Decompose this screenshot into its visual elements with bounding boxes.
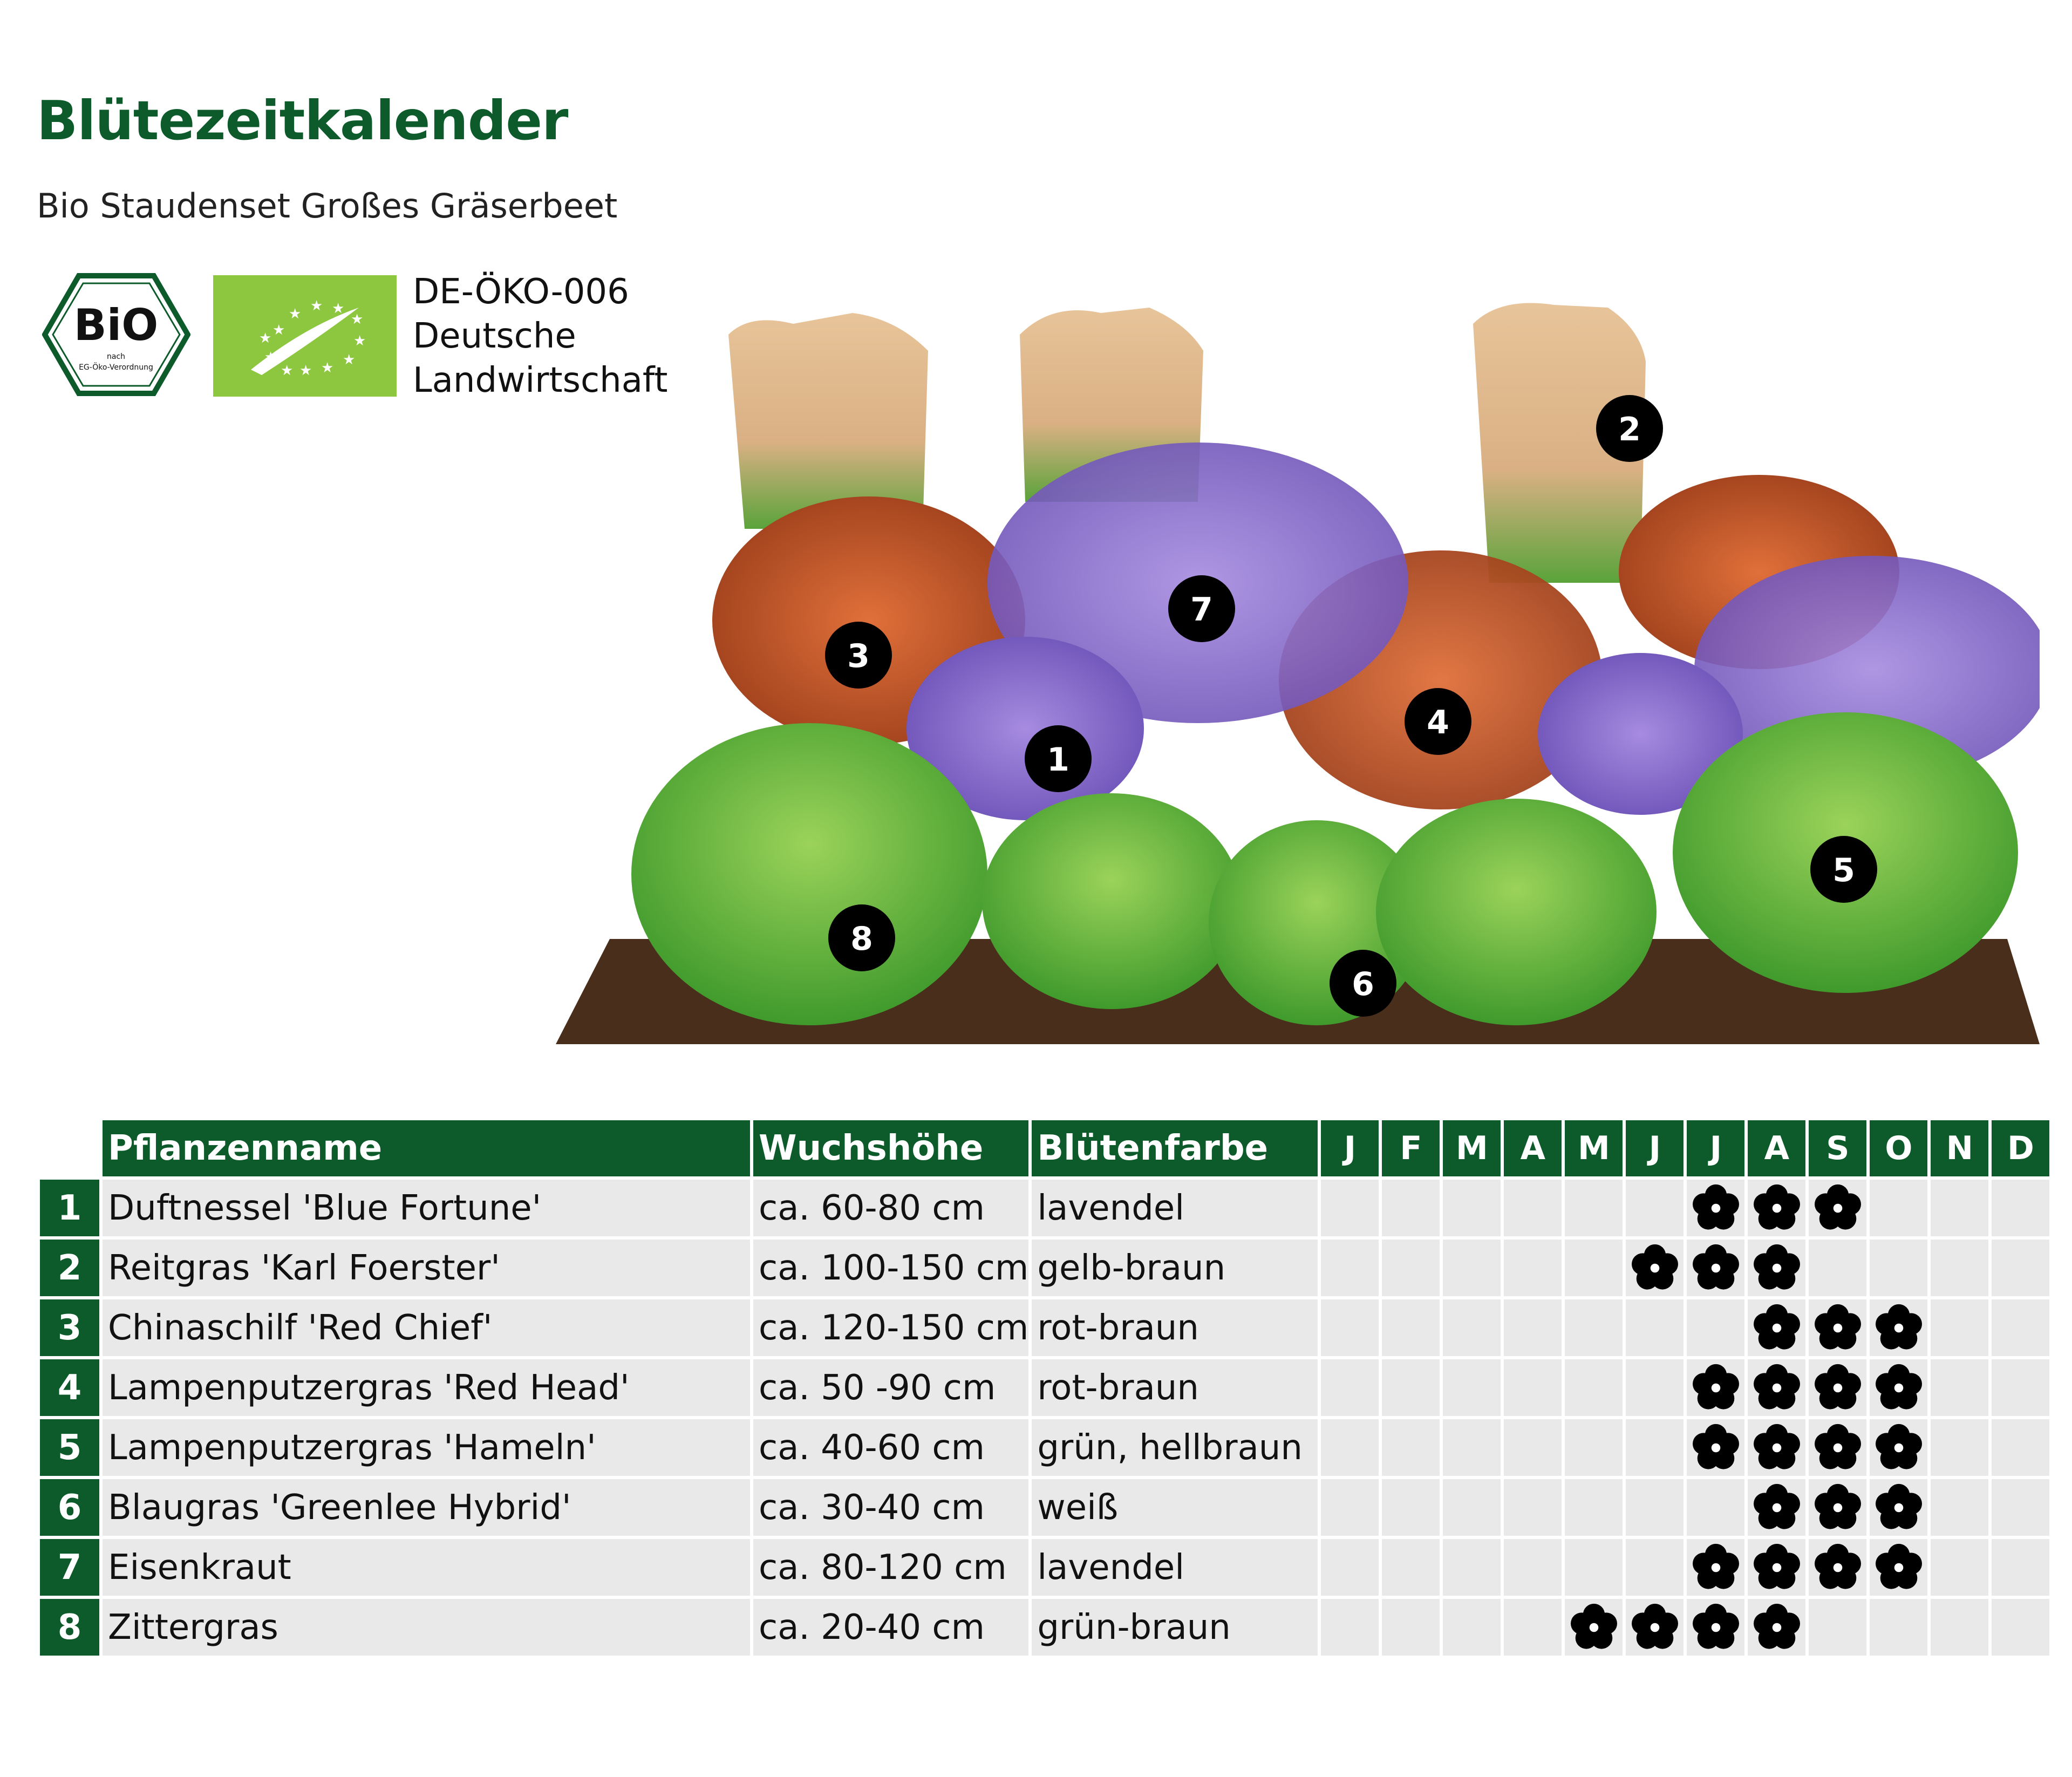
table-header-row — [40, 1120, 2049, 1176]
marker-3 — [825, 622, 892, 689]
plant-name: Reitgras 'Karl Foerster' — [103, 1240, 750, 1296]
marker-7 — [1168, 575, 1235, 642]
month-cell — [1626, 1299, 1684, 1356]
svg-text:★: ★ — [351, 311, 364, 328]
month-cell — [1321, 1479, 1379, 1536]
flower-icon — [1569, 1603, 1619, 1652]
svg-text:1: 1 — [1047, 741, 1069, 779]
header-month-12: D — [1992, 1120, 2049, 1176]
month-cell — [1321, 1419, 1379, 1476]
month-cell — [1931, 1180, 1988, 1236]
svg-text:★: ★ — [321, 360, 334, 376]
plant-name: Chinaschilf 'Red Chief' — [103, 1299, 750, 1356]
header-month-11: N — [1931, 1120, 1988, 1176]
flower-icon — [1752, 1363, 1802, 1413]
plant-bloom-color: rot-braun — [1032, 1299, 1318, 1356]
month-cell — [1626, 1419, 1684, 1476]
header-bloom-color: Blütenfarbe — [1032, 1120, 1318, 1176]
header-month-9: S — [1809, 1120, 1866, 1176]
month-cell — [1809, 1539, 1866, 1596]
flower-icon — [1874, 1423, 1924, 1473]
marker-2 — [1596, 395, 1663, 462]
garden-bed-illustration — [550, 302, 2040, 1079]
month-cell — [1443, 1180, 1501, 1236]
table-row — [40, 1180, 2049, 1236]
month-cell — [1992, 1299, 2049, 1356]
month-cell — [1504, 1359, 1562, 1416]
month-cell — [1443, 1539, 1501, 1596]
flower-icon — [1752, 1603, 1802, 1652]
flower-icon — [1752, 1303, 1802, 1353]
plant-bloom-color: weiß — [1032, 1479, 1318, 1536]
certification-line-2: Deutsche — [413, 316, 576, 356]
marker-8 — [828, 904, 895, 971]
plant-name: Eisenkraut — [103, 1539, 750, 1596]
header-month-5: M — [1565, 1120, 1623, 1176]
row-number: 5 — [40, 1419, 99, 1476]
month-cell — [1870, 1539, 1927, 1596]
flower-icon — [1752, 1483, 1802, 1533]
header-month-10: O — [1870, 1120, 1927, 1176]
header-month-7: J — [1687, 1120, 1744, 1176]
eu-organic-leaf-logo — [213, 275, 397, 397]
plant-bloom-color: grün-braun — [1032, 1599, 1318, 1656]
svg-text:★: ★ — [289, 306, 302, 322]
flower-icon — [1630, 1243, 1680, 1293]
month-cell — [1565, 1419, 1623, 1476]
header-month-8: A — [1748, 1120, 1805, 1176]
month-cell — [1687, 1180, 1744, 1236]
page-subtitle: Bio Staudenset Großes Gräserbeet — [37, 186, 618, 226]
month-cell — [1992, 1599, 2049, 1656]
month-cell — [1809, 1599, 1866, 1656]
svg-text:8: 8 — [850, 920, 873, 958]
month-cell — [1748, 1180, 1805, 1236]
marker-4 — [1405, 688, 1471, 755]
header-month-1: J — [1321, 1120, 1379, 1176]
month-cell — [1809, 1240, 1866, 1296]
month-cell — [1870, 1180, 1927, 1236]
month-cell — [1565, 1240, 1623, 1296]
header-blank — [40, 1120, 99, 1176]
table-row — [40, 1419, 2049, 1476]
month-cell — [1321, 1539, 1379, 1596]
flower-icon — [1874, 1303, 1924, 1353]
svg-text:★: ★ — [343, 352, 356, 368]
month-cell — [1321, 1359, 1379, 1416]
month-cell — [1626, 1599, 1684, 1656]
month-cell — [1748, 1479, 1805, 1536]
row-number: 2 — [40, 1240, 99, 1296]
flower-icon — [1752, 1543, 1802, 1592]
plant-height: ca. 30-40 cm — [753, 1479, 1028, 1536]
month-cell — [1992, 1359, 2049, 1416]
marker-5 — [1810, 836, 1877, 903]
plant-bloom-color: lavendel — [1032, 1180, 1318, 1236]
month-cell — [1321, 1299, 1379, 1356]
month-cell — [1382, 1419, 1440, 1476]
month-cell — [1382, 1599, 1440, 1656]
month-cell — [1382, 1180, 1440, 1236]
header-month-4: A — [1504, 1120, 1562, 1176]
plant-bloom-color: gelb-braun — [1032, 1240, 1318, 1296]
svg-text:★: ★ — [310, 298, 323, 314]
flower-icon — [1691, 1603, 1741, 1652]
month-cell — [1748, 1240, 1805, 1296]
month-cell — [1809, 1299, 1866, 1356]
bio-logo-text: BiO — [73, 300, 159, 350]
month-cell — [1382, 1479, 1440, 1536]
plant-name: Blaugras 'Greenlee Hybrid' — [103, 1479, 750, 1536]
plant-name: Zittergras — [103, 1599, 750, 1656]
month-cell — [1748, 1359, 1805, 1416]
row-number: 3 — [40, 1299, 99, 1356]
month-cell — [1992, 1180, 2049, 1236]
certification-code: DE-ÖKO-006 — [413, 272, 629, 312]
header-height: Wuchshöhe — [753, 1120, 1028, 1176]
month-cell — [1626, 1359, 1684, 1416]
svg-text:7: 7 — [1190, 591, 1213, 629]
svg-text:★: ★ — [299, 363, 312, 379]
month-cell — [1626, 1240, 1684, 1296]
flower-icon — [1691, 1243, 1741, 1293]
header-month-3: M — [1443, 1120, 1501, 1176]
month-cell — [1748, 1419, 1805, 1476]
flower-icon — [1691, 1363, 1741, 1413]
header-plant-name: Pflanzenname — [103, 1120, 750, 1176]
month-cell — [1748, 1299, 1805, 1356]
month-cell — [1504, 1599, 1562, 1656]
month-cell — [1626, 1539, 1684, 1596]
header-month-6: J — [1626, 1120, 1684, 1176]
month-cell — [1748, 1539, 1805, 1596]
month-cell — [1931, 1419, 1988, 1476]
page-title: Blütezeitkalender — [37, 89, 568, 152]
plant-height: ca. 50 -90 cm — [753, 1359, 1028, 1416]
plant-name: Lampenputzergras 'Red Head' — [103, 1359, 750, 1416]
month-cell — [1565, 1299, 1623, 1356]
zittergras-clump — [631, 723, 987, 1025]
month-cell — [1687, 1539, 1744, 1596]
month-cell — [1870, 1299, 1927, 1356]
table-row — [40, 1539, 2049, 1596]
month-cell — [1321, 1240, 1379, 1296]
month-cell — [1687, 1240, 1744, 1296]
month-cell — [1626, 1479, 1684, 1536]
month-cell — [1687, 1359, 1744, 1416]
month-cell — [1504, 1299, 1562, 1356]
month-cell — [1870, 1240, 1927, 1296]
month-cell — [1443, 1240, 1501, 1296]
flower-icon — [1691, 1543, 1741, 1592]
table-row — [40, 1240, 2049, 1296]
month-cell — [1321, 1599, 1379, 1656]
month-cell — [1687, 1299, 1744, 1356]
svg-text:5: 5 — [1832, 852, 1855, 889]
marker-6 — [1330, 950, 1396, 1017]
bloom-calendar-table — [37, 1117, 2053, 1659]
svg-text:★: ★ — [281, 363, 294, 379]
month-cell — [1443, 1479, 1501, 1536]
flower-icon — [1874, 1543, 1924, 1592]
certification-line-3: Landwirtschaft — [413, 360, 668, 400]
flower-icon — [1691, 1423, 1741, 1473]
month-cell — [1443, 1599, 1501, 1656]
svg-text:★: ★ — [264, 349, 277, 365]
flower-icon — [1752, 1243, 1802, 1293]
month-cell — [1443, 1359, 1501, 1416]
plant-height: ca. 40-60 cm — [753, 1419, 1028, 1476]
month-cell — [1504, 1240, 1562, 1296]
month-cell — [1992, 1240, 2049, 1296]
month-cell — [1931, 1240, 1988, 1296]
row-number: 8 — [40, 1599, 99, 1656]
month-cell — [1504, 1479, 1562, 1536]
svg-text:★: ★ — [259, 330, 272, 346]
table-row — [40, 1479, 2049, 1536]
month-cell — [1748, 1599, 1805, 1656]
header-month-2: F — [1382, 1120, 1440, 1176]
month-cell — [1687, 1419, 1744, 1476]
blaugras-clump-3 — [1376, 799, 1657, 1025]
month-cell — [1870, 1359, 1927, 1416]
month-cell — [1809, 1359, 1866, 1416]
month-cell — [1809, 1419, 1866, 1476]
plant-height: ca. 60-80 cm — [753, 1180, 1028, 1236]
svg-text:★: ★ — [272, 322, 285, 338]
month-cell — [1565, 1180, 1623, 1236]
month-cell — [1504, 1419, 1562, 1476]
flower-icon — [1752, 1183, 1802, 1233]
month-cell — [1565, 1599, 1623, 1656]
month-cell — [1626, 1180, 1684, 1236]
month-cell — [1443, 1299, 1501, 1356]
bio-logo-subtext-1: nach — [106, 352, 126, 361]
month-cell — [1382, 1539, 1440, 1596]
month-cell — [1870, 1479, 1927, 1536]
month-cell — [1565, 1359, 1623, 1416]
table-row — [40, 1299, 2049, 1356]
table-body — [40, 1180, 2049, 1656]
flower-icon — [1813, 1303, 1863, 1353]
bio-seal-logo — [42, 273, 190, 397]
month-cell — [1565, 1479, 1623, 1536]
plant-height: ca. 100-150 cm — [753, 1240, 1028, 1296]
plant-bloom-color: grün, hellbraun — [1032, 1419, 1318, 1476]
row-number: 1 — [40, 1180, 99, 1236]
marker-1 — [1025, 725, 1092, 792]
month-cell — [1687, 1599, 1744, 1656]
row-number: 7 — [40, 1539, 99, 1596]
svg-text:6: 6 — [1352, 965, 1374, 1003]
month-cell — [1931, 1359, 1988, 1416]
svg-text:4: 4 — [1427, 704, 1449, 741]
month-cell — [1382, 1240, 1440, 1296]
month-cell — [1443, 1419, 1501, 1476]
month-cell — [1382, 1359, 1440, 1416]
month-cell — [1809, 1180, 1866, 1236]
month-cell — [1870, 1419, 1927, 1476]
flower-icon — [1630, 1603, 1680, 1652]
plant-name: Lampenputzergras 'Hameln' — [103, 1419, 750, 1476]
plant-height: ca. 120-150 cm — [753, 1299, 1028, 1356]
month-cell — [1504, 1539, 1562, 1596]
flower-icon — [1874, 1363, 1924, 1413]
table-row — [40, 1599, 2049, 1656]
month-cell — [1565, 1539, 1623, 1596]
flower-icon — [1691, 1183, 1741, 1233]
month-cell — [1687, 1479, 1744, 1536]
svg-text:★: ★ — [353, 333, 366, 349]
month-cell — [1931, 1599, 1988, 1656]
flower-icon — [1874, 1483, 1924, 1533]
flower-icon — [1813, 1183, 1863, 1233]
flower-icon — [1813, 1483, 1863, 1533]
reitgras-clump-1 — [728, 313, 928, 529]
plant-height: ca. 20-40 cm — [753, 1599, 1028, 1656]
plant-height: ca. 80-120 cm — [753, 1539, 1028, 1596]
table-row — [40, 1359, 2049, 1416]
plant-bloom-color: rot-braun — [1032, 1359, 1318, 1416]
svg-text:★: ★ — [332, 301, 345, 317]
bio-logo-subtext-2: EG-Öko-Verordnung — [79, 363, 153, 372]
month-cell — [1382, 1299, 1440, 1356]
month-cell — [1931, 1299, 1988, 1356]
row-number: 4 — [40, 1359, 99, 1416]
flower-icon — [1813, 1363, 1863, 1413]
month-cell — [1504, 1180, 1562, 1236]
month-cell — [1992, 1539, 2049, 1596]
flower-icon — [1813, 1423, 1863, 1473]
month-cell — [1931, 1539, 1988, 1596]
month-cell — [1809, 1479, 1866, 1536]
month-cell — [1931, 1479, 1988, 1536]
month-cell — [1321, 1180, 1379, 1236]
month-cell — [1870, 1599, 1927, 1656]
flower-icon — [1752, 1423, 1802, 1473]
month-cell — [1992, 1479, 2049, 1536]
plant-bloom-color: lavendel — [1032, 1539, 1318, 1596]
blaugras-clump-1 — [982, 793, 1241, 1009]
svg-text:2: 2 — [1618, 411, 1641, 448]
month-cell — [1992, 1419, 2049, 1476]
plant-name: Duftnessel 'Blue Fortune' — [103, 1180, 750, 1236]
row-number: 6 — [40, 1479, 99, 1536]
svg-text:3: 3 — [847, 637, 870, 675]
flower-icon — [1813, 1543, 1863, 1592]
